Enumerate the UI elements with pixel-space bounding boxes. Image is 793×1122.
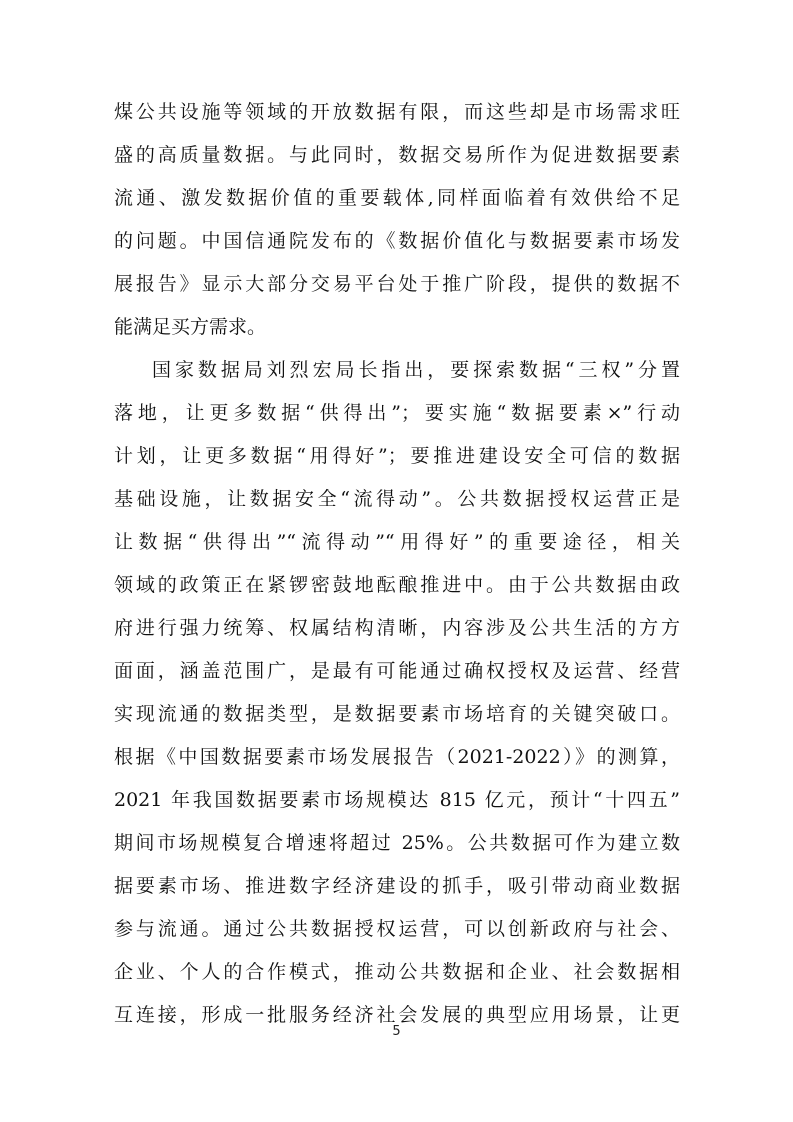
text-line: 展报告》显示大部分交易平台处于推广阶段，提供的数据不 <box>114 273 680 295</box>
text-line: 流通、激发数据价值的重要载体,同样面临着有效供给不足 <box>114 187 680 209</box>
text-line: 煤公共设施等领域的开放数据有限，而这些却是市场需求旺 <box>114 101 680 123</box>
text-line: 落地，让更多数据“供得出”；要实施“数据要素×”行动 <box>114 402 680 424</box>
text-line: 国家数据局刘烈宏局长指出，要探索数据“三权”分置 <box>152 359 680 381</box>
text-line: 的问题。中国信通院发布的《数据价值化与数据要素市场发 <box>114 230 680 252</box>
text-line: 计划，让更多数据“用得好”；要推进建设安全可信的数据 <box>114 445 680 467</box>
text-line: 能满足买方需求。 <box>114 316 267 338</box>
text-line: 领域的政策正在紧锣密鼓地酝酿推进中。由于公共数据由政 <box>114 574 680 596</box>
text-line: 实现流通的数据类型，是数据要素市场培育的关键突破口。 <box>114 703 680 725</box>
text-line: 面面，涵盖范围广，是最有可能通过确权授权及运营、经营 <box>114 660 680 682</box>
text-line: 期间市场规模复合增速将超过 25%。公共数据可作为建立数 <box>114 832 680 854</box>
text-line: 互连接，形成一批服务经济社会发展的典型应用场景，让更 <box>114 1004 680 1026</box>
page-number: 5 <box>392 1024 401 1039</box>
paragraph-data-supply <box>114 91 680 349</box>
text-line: 2021 年我国数据要素市场规模达 815 亿元，预计“十四五” <box>114 789 680 811</box>
text-line: 根据《中国数据要素市场发展报告（2021-2022）》的测算， <box>114 746 680 768</box>
paragraph-public-data-authorization <box>114 349 680 1037</box>
text-line: 盛的高质量数据。与此同时，数据交易所作为促进数据要素 <box>114 144 680 166</box>
text-line: 基础设施，让数据安全“流得动”。公共数据授权运营正是 <box>114 488 680 510</box>
text-line: 府进行强力统筹、权属结构清晰，内容涉及公共生活的方方 <box>114 617 680 639</box>
text-line: 企业、个人的合作模式，推动公共数据和企业、社会数据相 <box>114 961 680 983</box>
body-text <box>114 91 680 1037</box>
text-line: 让数据“供得出”“流得动”“用得好”的重要途径，相关 <box>114 531 680 553</box>
text-line: 参与流通。通过公共数据授权运营，可以创新政府与社会、 <box>114 918 680 940</box>
text-line: 据要素市场、推进数字经济建设的抓手，吸引带动商业数据 <box>114 875 680 897</box>
